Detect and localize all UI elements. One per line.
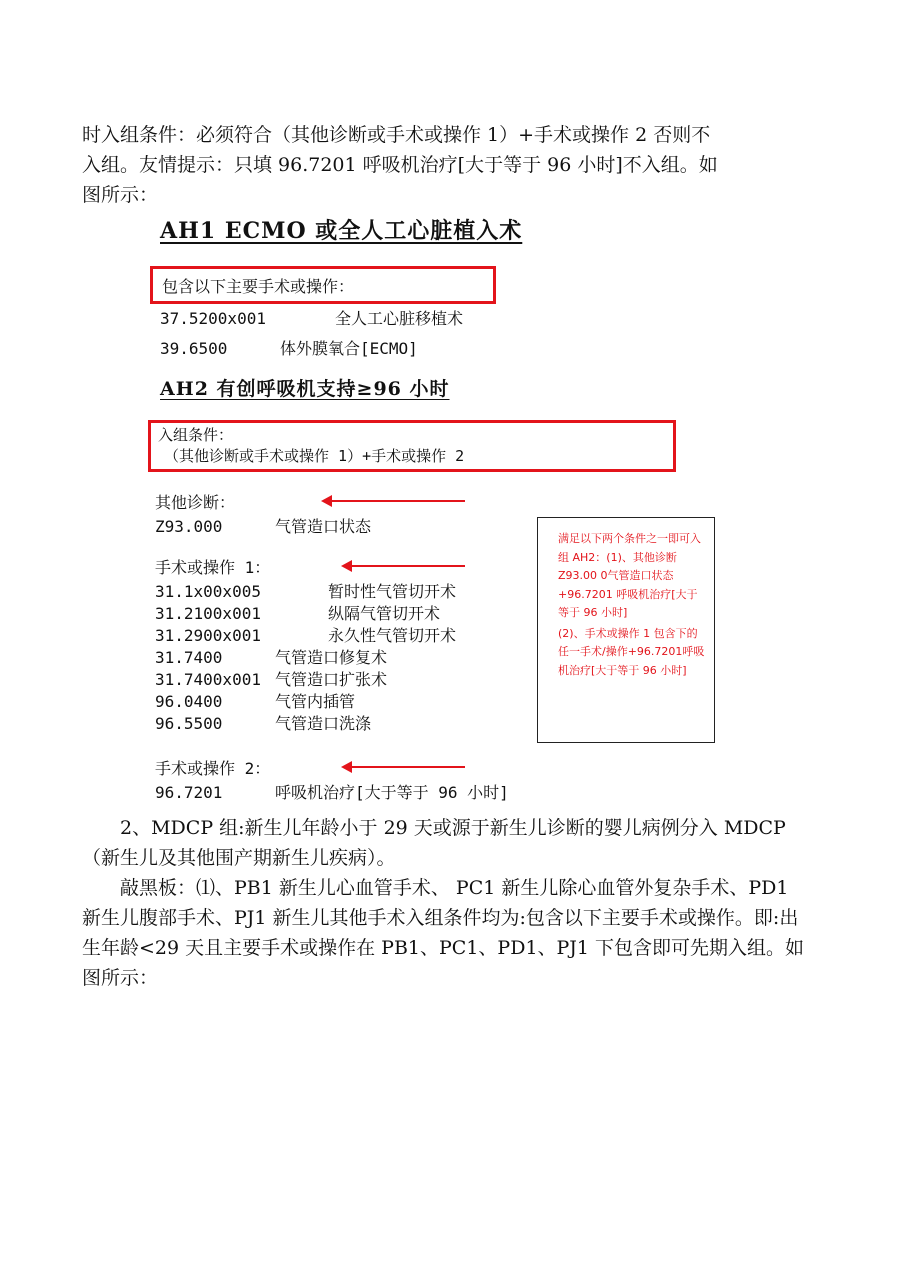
procedure-code: 31.2900x001 [155, 626, 261, 645]
procedure-name: 气管造口洗涤 [275, 714, 372, 733]
diagnosis-name: 气管造口状态 [275, 517, 372, 536]
procedure-code: 96.7201 [155, 783, 223, 802]
op1-item [155, 711, 371, 734]
ah2-box-line2: （其他诊断或手术或操作 1）+手术或操作 2 [164, 447, 465, 465]
other-dx-label: 其他诊断： [155, 493, 236, 512]
intro-line: 图所示： [82, 184, 159, 206]
procedure-name: 全人工心脏移植术 [335, 309, 464, 328]
op1-item [155, 645, 387, 668]
intro-paragraph [82, 120, 812, 210]
drg-grouping-figure [150, 210, 730, 805]
procedure-code: 31.2100x001 [155, 604, 261, 623]
op1-item [155, 667, 387, 690]
procedure-code: 37.5200x001 [160, 309, 266, 328]
mdcp-paragraph: 2、MDCP 组:新生儿年龄小于 29 天或源于新生儿诊断的婴儿病例分入 MDCP（新生儿及其他围产期新生儿疾病）。 [82, 817, 786, 869]
procedure-code: 31.7400 [155, 648, 223, 667]
ah2-box-line1: 入组条件： [158, 426, 234, 444]
body-text [82, 813, 812, 993]
note-paragraph-2: (2)、手术或操作 1 包含下的任一手术/操作+96.7201呼吸机治疗[大于等于 96 小时] [558, 626, 705, 677]
annotation-note [537, 517, 715, 743]
procedure-name: 气管内插管 [275, 692, 356, 711]
procedure-code: 39.6500 [160, 339, 228, 358]
ah1-title: AH1 ECMO 或全人工心脏植入术 [160, 218, 523, 244]
op1-item [155, 623, 456, 646]
ah1-item [160, 336, 418, 359]
op1-item [155, 689, 355, 712]
procedure-code: 31.7400x001 [155, 670, 261, 689]
red-arrow-icon [330, 500, 465, 502]
red-arrow-icon [350, 565, 465, 567]
procedure-name: 气管造口扩张术 [275, 670, 388, 689]
procedure-code: 96.5500 [155, 714, 223, 733]
op2-label: 手术或操作 2： [155, 759, 271, 778]
procedure-name: 呼吸机治疗[大于等于 96 小时] [275, 783, 509, 802]
ah1-item [160, 306, 463, 329]
ah2-title: AH2 有创呼吸机支持≥96 小时 [160, 378, 450, 400]
note-paragraph-1: 满足以下两个条件之一即可入组 AH2：(1)、其他诊断 Z93.00 0气管造口状态+96.7201 呼吸机治疗[大于等于 96 小时] [558, 532, 701, 619]
op1-item [155, 601, 440, 624]
red-arrow-icon [350, 766, 465, 768]
intro-line: 时入组条件：必须符合（其他诊断或手术或操作 1）+手术或操作 2 否则不 [82, 124, 711, 146]
diagnosis-code: Z93.000 [155, 517, 223, 536]
procedure-name: 永久性气管切开术 [328, 626, 457, 645]
procedure-name: 气管造口修复术 [275, 648, 388, 667]
procedure-code: 96.0400 [155, 692, 223, 711]
procedure-name: 暂时性气管切开术 [328, 582, 457, 601]
intro-line: 入组。友情提示：只填 96.7201 呼吸机治疗[大于等于 96 小时]不入组。如 [82, 154, 718, 176]
op2-item [155, 780, 509, 803]
op1-item [155, 579, 456, 602]
procedure-code: 31.1x00x005 [155, 582, 261, 601]
op1-label: 手术或操作 1： [155, 558, 271, 577]
procedure-name: 体外膜氧合[ECMO] [280, 339, 418, 358]
procedure-name: 纵隔气管切开术 [328, 604, 441, 623]
ah1-box-label: 包含以下主要手术或操作： [162, 277, 355, 296]
note-paragraph: 敲黑板：⑴、PB1 新生儿心血管手术、 PC1 新生儿除心血管外复杂手术、PD1 新生儿腹部手术、PJ1 新生儿其他手术入组条件均为:包含以下主要手术或操作。即:出生年龄<29 天且主要手术或操作在 PB1、PC1、PD1、PJ1 下包含即可先期入组。如图所示： [82, 877, 805, 989]
other-dx-item [155, 514, 371, 537]
